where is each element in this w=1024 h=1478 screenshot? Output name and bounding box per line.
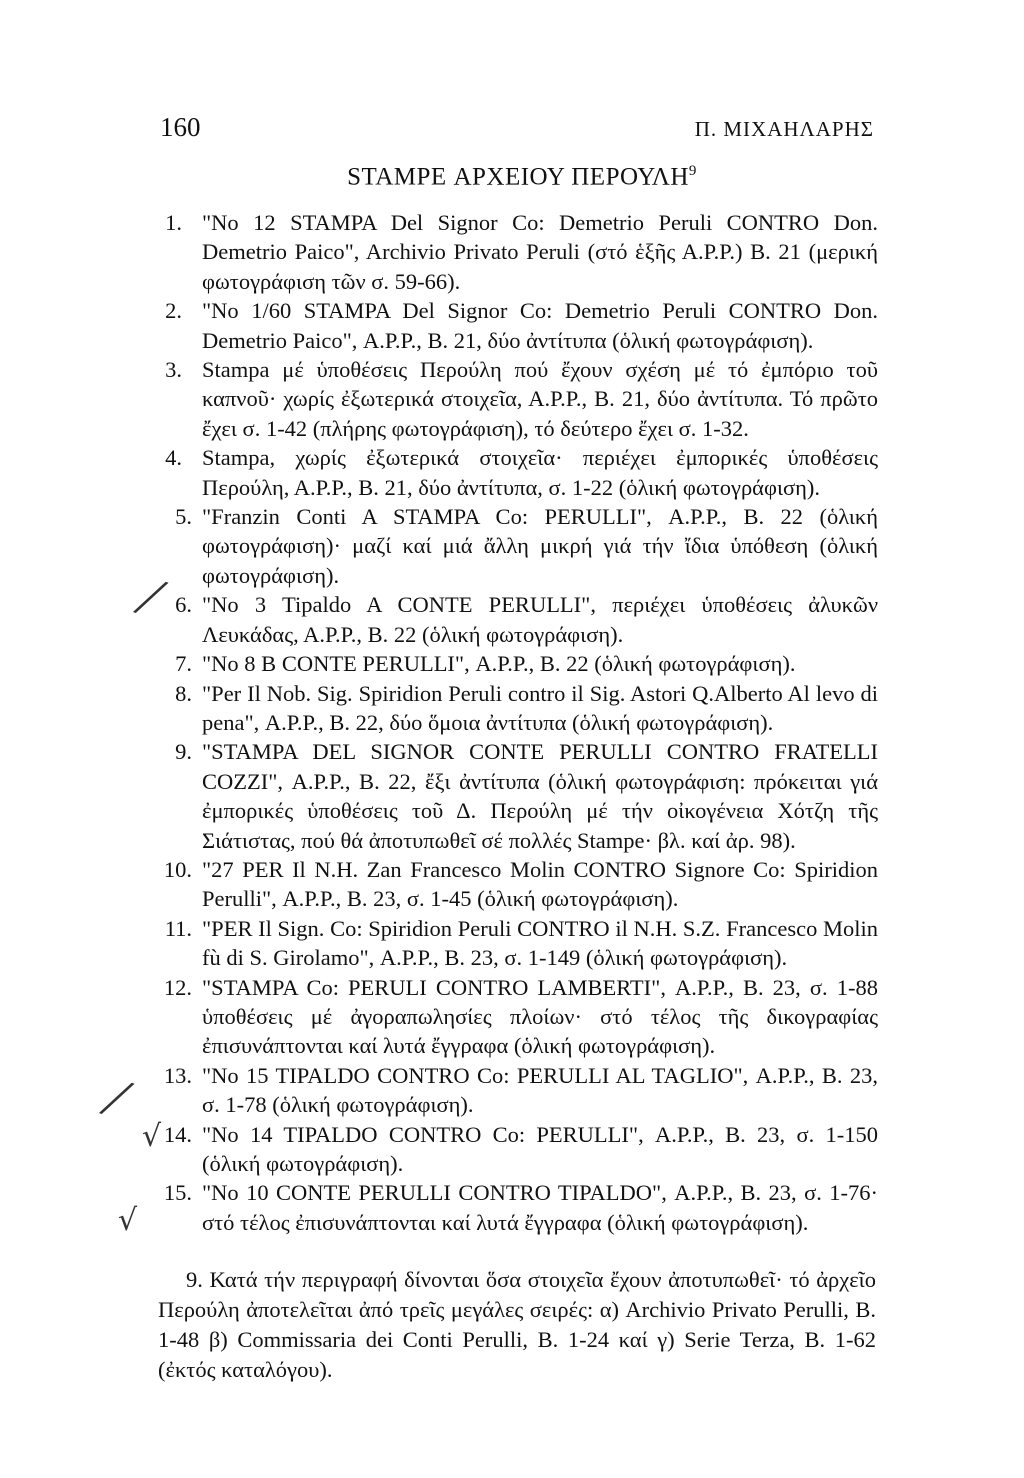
entry-number: 4. — [165, 445, 182, 471]
section-title-text: STAMPE ΑΡΧΕΙΟΥ ΠΕΡΟΥΛΗ — [347, 163, 689, 191]
list-item — [158, 296, 878, 355]
entry-number: 12. — [163, 974, 192, 1000]
entry-text: "No 8 B CONTE PERULLI", Α.Ρ.Ρ., Β. 22 (ὁλική φωτογράφιση). — [202, 651, 796, 677]
entry-number: 7. — [175, 651, 192, 677]
list-item — [118, 1178, 878, 1239]
margin-slash-mark: ╱ — [100, 1076, 133, 1122]
entry-number: 15. — [163, 1180, 192, 1206]
list-item — [158, 502, 878, 590]
entry-text: "STAMPA DEL SIGNOR CONTE PERULLI CONTRO FRATELLI COZZI", Α.Ρ.Ρ., Β. 22, ἔξι ἀντίτυπα (ὁλική φωτογράφιση: πρόκειται γιά ἐμπορικές ὑποθέσεις τοῦ Δ. Περούλη μέ τήν οἰκογένεια Χότζη τῆς Σιάτιστας, πού θά ἀποτυπωθεῖ σέ πολλές Stampe· βλ. καί ἀρ. 98). — [202, 739, 878, 853]
entry-number: 10. — [163, 856, 192, 882]
page-number: 160 — [160, 112, 201, 142]
entry-text: "No 12 STAMPA Del Signor Co: Demetrio Peruli CONTRO Don. Demetrio Paico", Archivio Privato Peruli (στό ἑξῆς Α.Ρ.Ρ.) Β. 21 (μερική φωτογράφιση τῶν σ. 59-66). — [202, 210, 878, 294]
entry-text: "27 PER Il N.H. Zan Francesco Molin CONTRO Signore Co: Spiridion Perulli", Α.Ρ.Ρ., Β. 23, σ. 1-45 (ὁλική φωτογράφιση). — [202, 856, 878, 912]
entry-number: 11. — [164, 915, 192, 941]
margin-check-mark: √ — [142, 1118, 162, 1154]
list-item — [158, 973, 878, 1061]
entry-text: "STAMPA Co: PERULI CONTRO LAMBERTI", Α.Ρ.Ρ., Β. 23, σ. 1-88 ὑποθέσεις μέ ἀγοραπωλησίες πλοίων· στό τέλος τῆς δικογραφίας ἐπισυνάπτονται καί λυτά ἔγγραφα (ὁλική φωτογράφιση). — [202, 974, 878, 1059]
entry-number: 8. — [175, 680, 192, 706]
entry-text: Stampa μέ ὑποθέσεις Περούλη πού ἔχουν σχέση μέ τό ἐμπόριο τοῦ καπνοῦ· χωρίς ἐξωτερικά στοιχεῖα, Α.Ρ.Ρ., Β. 21, δύο ἀντίτυπα. Τό πρῶτο ἔχει σ. 1-42 (πλήρης φωτογράφιση), τό δεύτερο ἔχει σ. 1-32. — [202, 357, 878, 441]
entry-text: "No 14 TIPALDO CONTRO Co: PERULLI", Α.Ρ.Ρ., Β. 23, σ. 1-150 (ὁλική φωτογράφιση). — [202, 1121, 878, 1176]
entry-number: 5. — [175, 504, 192, 530]
entry-text: "No 3 Tipaldo A CONTE PERULLI", περιέχει ὑποθέσεις ἀλυκῶν Λευκάδας, Α.Ρ.Ρ., Β. 22 (ὁλική φωτογράφιση). — [202, 592, 878, 647]
entry-text: Stampa, χωρίς ἐξωτερικά στοιχεῖα· περιέχει ἐμπορικές ὑποθέσεις Περούλη, Α.Ρ.Ρ., Β. 21, δύο ἀντίτυπα, σ. 1-22 (ὁλική φωτογράφιση). — [202, 445, 878, 500]
list-item — [158, 649, 878, 678]
list-item — [158, 914, 878, 973]
stampe-list — [100, 208, 878, 1239]
entry-number: 2. — [165, 298, 182, 324]
list-item — [158, 679, 878, 738]
list-item — [100, 1061, 878, 1122]
list-item — [158, 855, 878, 914]
running-head: Π. ΜΙΧΑΗΛΑΡΗΣ — [694, 117, 874, 141]
entry-text: "No 10 CONTE PERULLI CONTRO TIPALDO", Α.Ρ.Ρ., Β. 23, σ. 1-76· στό τέλος ἐπισυνάπτονται καί λυτά ἔγγραφα (ὁλική φωτογράφιση). — [202, 1180, 878, 1235]
entry-text: "Per Il Nob. Sig. Spiridion Peruli contro il Sig. Astori Q.Alberto Al levo di pena", Α.Ρ.Ρ., Β. 22, δύο ὅμοια ἀντίτυπα (ὁλική φωτογράφιση). — [202, 680, 878, 735]
margin-slash-mark: ╱ — [134, 576, 167, 621]
margin-check-mark: √ — [118, 1203, 138, 1239]
list-item — [158, 737, 878, 855]
list-item — [158, 443, 878, 502]
list-item — [142, 1118, 878, 1179]
footnote: 9. Κατά τήν περιγραφή δίνονται ὅσα στοιχεῖα ἔχουν ἀποτυπωθεῖ· τό ἀρχεῖο Περούλη ἀποτελεῖται ἀπό τρεῖς μεγάλες σειρές: α) Archivio Privato Perulli, Β. 1-48 β) Commissaria dei Conti Perulli, Β. 1-24 καί γ) Serie Terza, Β. 1-62 (ἐκτός καταλόγου). — [158, 1266, 876, 1382]
entry-number: 9. — [175, 739, 192, 765]
list-item — [134, 576, 878, 649]
entry-number: 13. — [163, 1062, 192, 1088]
list-item — [158, 355, 878, 443]
entry-text: "PER Il Sign. Co: Spiridion Peruli CONTRO il N.H. S.Z. Francesco Molin fù di S. Girolamo", Α.Ρ.Ρ., Β. 23, σ. 1-149 (ὁλική φωτογράφιση). — [202, 915, 878, 971]
section-title — [0, 163, 1024, 191]
footnote-ref: 9 — [688, 163, 697, 179]
entry-text: "Franzin Conti A STAMPA Co: PERULLI", Α.Ρ.Ρ., Β. 22 (ὁλική φωτογράφιση)· μαζί καί μιά ἄλλη μικρή γιά τήν ἴδια ὑπόθεση (ὁλική φωτογράφιση). — [202, 504, 878, 588]
entry-text: "No 1/60 STAMPA Del Signor Co: Demetrio Peruli CONTRO Don. Demetrio Paico", Α.Ρ.Ρ., Β. 21, δύο ἀντίτυπα (ὁλική φωτογράφιση). — [202, 298, 878, 353]
list-item — [158, 208, 878, 296]
entry-number: 3. — [165, 357, 182, 383]
entry-number: 1. — [165, 210, 182, 235]
entry-number: 6. — [175, 592, 192, 618]
entry-number: 14. — [163, 1121, 192, 1147]
entry-text: "No 15 TIPALDO CONTRO Co: PERULLI AL TAGLIO", Α.Ρ.Ρ., Β. 23, σ. 1-78 (ὁλική φωτογράφιση). — [202, 1062, 878, 1118]
